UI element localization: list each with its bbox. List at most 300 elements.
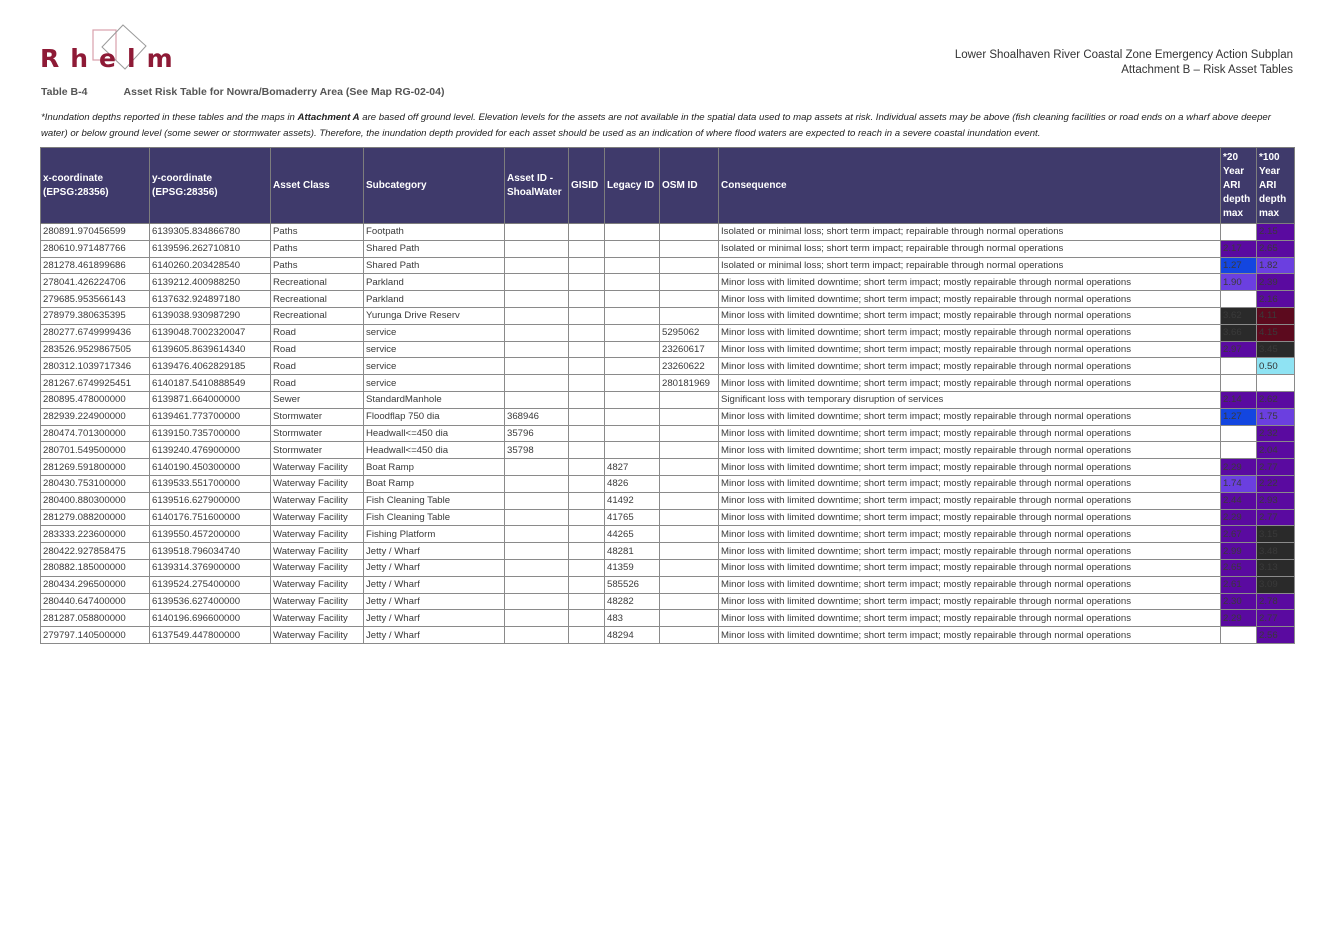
y-coordinate-cell: 6139212.400988250 [150, 274, 271, 291]
table-row [41, 627, 1295, 644]
note-attachment-link: Attachment A [297, 112, 360, 123]
legacy-id-cell [605, 324, 660, 341]
depth-100yr-cell: 2.77 [1257, 459, 1295, 476]
subcategory-cell: Headwall<=450 dia [364, 425, 505, 442]
asset-class-cell: Road [271, 375, 364, 392]
subcategory-cell: Jetty / Wharf [364, 593, 505, 610]
subcategory-cell: Footpath [364, 224, 505, 241]
osm-id-cell: 5295062 [660, 324, 719, 341]
asset-id-cell [505, 627, 569, 644]
asset-class-cell: Waterway Facility [271, 576, 364, 593]
asset-id-cell [505, 526, 569, 543]
consequence-cell: Minor loss with limited downtime; short term impact; mostly repairable through normal operations [719, 442, 1221, 459]
consequence-cell: Minor loss with limited downtime; short term impact; mostly repairable through normal operations [719, 509, 1221, 526]
x-coordinate-cell: 280277.6749999436 [41, 324, 150, 341]
table-row [41, 475, 1295, 492]
asset-class-cell: Waterway Facility [271, 459, 364, 476]
gisid-cell [569, 257, 605, 274]
table-row [41, 224, 1295, 241]
table-row [41, 257, 1295, 274]
asset-class-cell: Recreational [271, 291, 364, 308]
consequence-cell: Minor loss with limited downtime; short term impact; mostly repairable through normal operations [719, 425, 1221, 442]
col-header-20yr-depth: *20 Year ARI depth max [1221, 148, 1257, 224]
depth-20yr-cell: 2.61 [1221, 576, 1257, 593]
legacy-id-cell [605, 375, 660, 392]
gisid-cell [569, 240, 605, 257]
depth-100yr-cell: 2.78 [1257, 593, 1295, 610]
y-coordinate-cell: 6139305.834866780 [150, 224, 271, 241]
gisid-cell [569, 559, 605, 576]
asset-class-cell: Paths [271, 257, 364, 274]
table-row [41, 459, 1295, 476]
depth-100yr-cell [1257, 375, 1295, 392]
note-prefix: *Inundation depths reported in these tables and the maps in [41, 112, 298, 123]
legacy-id-cell: 44265 [605, 526, 660, 543]
legacy-id-cell: 48294 [605, 627, 660, 644]
gisid-cell [569, 224, 605, 241]
depth-20yr-cell: 2.67 [1221, 526, 1257, 543]
depth-100yr-cell: 1.82 [1257, 257, 1295, 274]
x-coordinate-cell: 278041.426224706 [41, 274, 150, 291]
depth-20yr-cell [1221, 375, 1257, 392]
legacy-id-cell: 4827 [605, 459, 660, 476]
depth-20yr-cell: 3.62 [1221, 307, 1257, 324]
y-coordinate-cell: 6137632.924897180 [150, 291, 271, 308]
asset-class-cell: Waterway Facility [271, 559, 364, 576]
x-coordinate-cell: 280400.880300000 [41, 492, 150, 509]
asset-class-cell: Sewer [271, 391, 364, 408]
document-title: Lower Shoalhaven River Coastal Zone Emergency Action Subplan [954, 49, 1293, 61]
asset-id-cell [505, 291, 569, 308]
gisid-cell [569, 307, 605, 324]
legacy-id-cell [605, 442, 660, 459]
subcategory-cell: Boat Ramp [364, 475, 505, 492]
consequence-cell: Minor loss with limited downtime; short term impact; mostly repairable through normal operations [719, 627, 1221, 644]
consequence-cell: Isolated or minimal loss; short term impact; repairable through normal operations [719, 224, 1221, 241]
col-header-y: y-coordinate (EPSG:28356) [150, 148, 271, 224]
table-row [41, 307, 1295, 324]
asset-id-cell [505, 240, 569, 257]
asset-class-cell: Waterway Facility [271, 475, 364, 492]
subcategory-cell: Yurunga Drive Reserv [364, 307, 505, 324]
gisid-cell [569, 358, 605, 375]
gisid-cell [569, 425, 605, 442]
asset-id-cell [505, 492, 569, 509]
legacy-id-cell [605, 274, 660, 291]
x-coordinate-cell: 280440.647400000 [41, 593, 150, 610]
col-header-osm-id: OSM ID [660, 148, 719, 224]
x-coordinate-cell: 281287.058800000 [41, 610, 150, 627]
legacy-id-cell [605, 341, 660, 358]
col-header-subcategory: Subcategory [364, 148, 505, 224]
asset-class-cell: Paths [271, 224, 364, 241]
subcategory-cell: service [364, 358, 505, 375]
asset-id-cell [505, 576, 569, 593]
depth-100yr-cell: 2.56 [1257, 627, 1295, 644]
depth-20yr-cell [1221, 358, 1257, 375]
gisid-cell [569, 459, 605, 476]
osm-id-cell [660, 274, 719, 291]
osm-id-cell [660, 593, 719, 610]
osm-id-cell: 23260617 [660, 341, 719, 358]
depth-20yr-cell: 2.29 [1221, 610, 1257, 627]
table-row [41, 324, 1295, 341]
note-suffix: are based off ground level. Elevation levels for the assets are not available in the spatial data used to map assets at risk. Individual assets may be above (fish cleaning facilities or road ends on a wharf above deeper water) or below ground level (some sewer or stormwater assets). Therefore, the inundation depth provided for each asset should be used as an indication of where flood waters are expected to reach in a severe coastal inundation event. [41, 112, 1271, 139]
asset-id-cell [505, 593, 569, 610]
consequence-cell: Minor loss with limited downtime; short term impact; mostly repairable through normal operations [719, 593, 1221, 610]
consequence-cell: Isolated or minimal loss; short term impact; repairable through normal operations [719, 240, 1221, 257]
consequence-cell: Minor loss with limited downtime; short term impact; mostly repairable through normal operations [719, 375, 1221, 392]
asset-class-cell: Road [271, 324, 364, 341]
consequence-cell: Minor loss with limited downtime; short term impact; mostly repairable through normal operations [719, 341, 1221, 358]
asset-id-cell [505, 307, 569, 324]
depth-100yr-cell: 3.09 [1257, 576, 1295, 593]
asset-id-cell [505, 341, 569, 358]
legacy-id-cell [605, 307, 660, 324]
table-row [41, 593, 1295, 610]
osm-id-cell [660, 509, 719, 526]
depth-20yr-cell [1221, 224, 1257, 241]
osm-id-cell [660, 459, 719, 476]
consequence-cell: Minor loss with limited downtime; short term impact; mostly repairable through normal operations [719, 610, 1221, 627]
x-coordinate-cell: 280891.970456599 [41, 224, 150, 241]
consequence-cell: Minor loss with limited downtime; short term impact; mostly repairable through normal operations [719, 291, 1221, 308]
legacy-id-cell [605, 425, 660, 442]
legacy-id-cell [605, 408, 660, 425]
depth-100yr-cell: 4.11 [1257, 307, 1295, 324]
depth-100yr-cell: 2.77 [1257, 509, 1295, 526]
osm-id-cell: 23260622 [660, 358, 719, 375]
consequence-cell: Minor loss with limited downtime; short term impact; mostly repairable through normal operations [719, 559, 1221, 576]
depth-100yr-cell: 2.62 [1257, 391, 1295, 408]
depth-100yr-cell: 3.48 [1257, 543, 1295, 560]
consequence-cell: Minor loss with limited downtime; short term impact; mostly repairable through normal operations [719, 492, 1221, 509]
col-header-asset-id: Asset ID - ShoalWater [505, 148, 569, 224]
col-header-consequence: Consequence [719, 148, 1221, 224]
depth-20yr-cell [1221, 425, 1257, 442]
gisid-cell [569, 274, 605, 291]
depth-100yr-cell: 3.15 [1257, 526, 1295, 543]
asset-id-cell [505, 324, 569, 341]
table-number: Table B-4 [41, 86, 88, 98]
osm-id-cell [660, 610, 719, 627]
asset-class-cell: Waterway Facility [271, 627, 364, 644]
y-coordinate-cell: 6139550.457200000 [150, 526, 271, 543]
legacy-id-cell: 41359 [605, 559, 660, 576]
gisid-cell [569, 341, 605, 358]
osm-id-cell [660, 240, 719, 257]
subcategory-cell: service [364, 341, 505, 358]
y-coordinate-cell: 6137549.447800000 [150, 627, 271, 644]
asset-class-cell: Waterway Facility [271, 610, 364, 627]
table-row [41, 408, 1295, 425]
table-header-row [41, 148, 1295, 224]
y-coordinate-cell: 6139536.627400000 [150, 593, 271, 610]
table-row [41, 375, 1295, 392]
consequence-cell: Minor loss with limited downtime; short term impact; mostly repairable through normal operations [719, 526, 1221, 543]
osm-id-cell [660, 307, 719, 324]
depth-20yr-cell: 3.66 [1221, 324, 1257, 341]
legacy-id-cell [605, 391, 660, 408]
osm-id-cell [660, 576, 719, 593]
osm-id-cell [660, 291, 719, 308]
asset-id-cell [505, 274, 569, 291]
x-coordinate-cell: 280610.971487766 [41, 240, 150, 257]
subcategory-cell: Jetty / Wharf [364, 627, 505, 644]
subcategory-cell: Boat Ramp [364, 459, 505, 476]
x-coordinate-cell: 280474.701300000 [41, 425, 150, 442]
document-header [955, 48, 1293, 78]
gisid-cell [569, 543, 605, 560]
consequence-cell: Minor loss with limited downtime; short term impact; mostly repairable through normal operations [719, 475, 1221, 492]
table-row [41, 391, 1295, 408]
gisid-cell [569, 593, 605, 610]
depth-100yr-cell: 4.15 [1257, 324, 1295, 341]
y-coordinate-cell: 6139516.627900000 [150, 492, 271, 509]
subcategory-cell: Fishing Platform [364, 526, 505, 543]
table-row [41, 610, 1295, 627]
asset-class-cell: Waterway Facility [271, 593, 364, 610]
depth-100yr-cell: 2.04 [1257, 442, 1295, 459]
asset-id-cell: 35798 [505, 442, 569, 459]
legacy-id-cell [605, 257, 660, 274]
y-coordinate-cell: 6140187.5410888549 [150, 375, 271, 392]
depth-100yr-cell: 2.22 [1257, 475, 1295, 492]
table-row [41, 526, 1295, 543]
depth-20yr-cell: 2.17 [1221, 240, 1257, 257]
asset-class-cell: Road [271, 341, 364, 358]
table-row [41, 341, 1295, 358]
x-coordinate-cell: 281269.591800000 [41, 459, 150, 476]
x-coordinate-cell: 278979.380635395 [41, 307, 150, 324]
asset-class-cell: Stormwater [271, 442, 364, 459]
osm-id-cell [660, 526, 719, 543]
x-coordinate-cell: 280882.185000000 [41, 559, 150, 576]
y-coordinate-cell: 6139150.735700000 [150, 425, 271, 442]
asset-id-cell [505, 475, 569, 492]
x-coordinate-cell: 282939.224900000 [41, 408, 150, 425]
gisid-cell [569, 509, 605, 526]
asset-class-cell: Recreational [271, 274, 364, 291]
x-coordinate-cell: 281267.6749925451 [41, 375, 150, 392]
asset-id-cell [505, 459, 569, 476]
gisid-cell [569, 291, 605, 308]
logo-text: Rhelm [40, 44, 184, 73]
asset-id-cell [505, 257, 569, 274]
y-coordinate-cell: 6139314.376900000 [150, 559, 271, 576]
asset-id-cell [505, 391, 569, 408]
table-caption [41, 86, 444, 98]
consequence-cell: Minor loss with limited downtime; short term impact; mostly repairable through normal operations [719, 358, 1221, 375]
gisid-cell [569, 627, 605, 644]
x-coordinate-cell: 280701.549500000 [41, 442, 150, 459]
x-coordinate-cell: 279685.953566143 [41, 291, 150, 308]
depth-100yr-cell: 2.93 [1257, 492, 1295, 509]
table-row [41, 358, 1295, 375]
osm-id-cell [660, 257, 719, 274]
osm-id-cell [660, 559, 719, 576]
table-row [41, 543, 1295, 560]
y-coordinate-cell: 6139048.7002320047 [150, 324, 271, 341]
asset-class-cell: Waterway Facility [271, 492, 364, 509]
asset-class-cell: Recreational [271, 307, 364, 324]
consequence-cell: Significant loss with temporary disruption of services [719, 391, 1221, 408]
consequence-cell: Minor loss with limited downtime; short term impact; mostly repairable through normal operations [719, 307, 1221, 324]
subcategory-cell: Jetty / Wharf [364, 610, 505, 627]
depth-20yr-cell: 2.65 [1221, 559, 1257, 576]
y-coordinate-cell: 6139240.476900000 [150, 442, 271, 459]
legacy-id-cell [605, 224, 660, 241]
asset-id-cell [505, 375, 569, 392]
asset-class-cell: Waterway Facility [271, 526, 364, 543]
asset-id-cell [505, 509, 569, 526]
depth-100yr-cell: 3.13 [1257, 559, 1295, 576]
rhelm-logo [40, 24, 184, 74]
subcategory-cell: Fish Cleaning Table [364, 492, 505, 509]
osm-id-cell [660, 543, 719, 560]
y-coordinate-cell: 6140190.450300000 [150, 459, 271, 476]
asset-class-cell: Stormwater [271, 408, 364, 425]
col-header-100yr-depth: *100 Year ARI depth max [1257, 148, 1295, 224]
y-coordinate-cell: 6139605.8639614340 [150, 341, 271, 358]
depth-100yr-cell: 2.16 [1257, 291, 1295, 308]
depth-100yr-cell: 2.15 [1257, 224, 1295, 241]
asset-risk-table [40, 147, 1295, 644]
depth-20yr-cell: 1.74 [1221, 475, 1257, 492]
x-coordinate-cell: 283333.223600000 [41, 526, 150, 543]
depth-20yr-cell: 2.97 [1221, 341, 1257, 358]
depth-20yr-cell: 1.90 [1221, 274, 1257, 291]
asset-class-cell: Road [271, 358, 364, 375]
x-coordinate-cell: 280434.296500000 [41, 576, 150, 593]
inundation-note [41, 110, 1294, 142]
gisid-cell [569, 391, 605, 408]
depth-100yr-cell: 2.32 [1257, 425, 1295, 442]
depth-20yr-cell: 2.30 [1221, 593, 1257, 610]
gisid-cell [569, 475, 605, 492]
x-coordinate-cell: 283526.9529867505 [41, 341, 150, 358]
osm-id-cell [660, 627, 719, 644]
osm-id-cell [660, 224, 719, 241]
col-header-x: x-coordinate (EPSG:28356) [41, 148, 150, 224]
table-row [41, 442, 1295, 459]
asset-class-cell: Waterway Facility [271, 509, 364, 526]
y-coordinate-cell: 6139533.551700000 [150, 475, 271, 492]
asset-id-cell [505, 543, 569, 560]
subcategory-cell: Shared Path [364, 240, 505, 257]
depth-20yr-cell: 2.14 [1221, 391, 1257, 408]
legacy-id-cell: 585526 [605, 576, 660, 593]
depth-100yr-cell: 2.65 [1257, 240, 1295, 257]
asset-id-cell [505, 610, 569, 627]
col-header-gisid: GISID [569, 148, 605, 224]
gisid-cell [569, 610, 605, 627]
table-row [41, 559, 1295, 576]
depth-20yr-cell [1221, 442, 1257, 459]
asset-id-cell [505, 358, 569, 375]
y-coordinate-cell: 6139871.664000000 [150, 391, 271, 408]
legacy-id-cell [605, 240, 660, 257]
y-coordinate-cell: 6140260.203428540 [150, 257, 271, 274]
legacy-id-cell: 4826 [605, 475, 660, 492]
x-coordinate-cell: 280895.478000000 [41, 391, 150, 408]
col-header-asset-class: Asset Class [271, 148, 364, 224]
osm-id-cell: 280181969 [660, 375, 719, 392]
subcategory-cell: Headwall<=450 dia [364, 442, 505, 459]
consequence-cell: Isolated or minimal loss; short term impact; repairable through normal operations [719, 257, 1221, 274]
legacy-id-cell: 41765 [605, 509, 660, 526]
legacy-id-cell [605, 291, 660, 308]
asset-class-cell: Stormwater [271, 425, 364, 442]
osm-id-cell [660, 391, 719, 408]
table-title: Asset Risk Table for Nowra/Bomaderry Area (See Map RG-02-04) [123, 86, 445, 98]
x-coordinate-cell: 280422.927858475 [41, 543, 150, 560]
legacy-id-cell: 41492 [605, 492, 660, 509]
depth-20yr-cell [1221, 627, 1257, 644]
table-row [41, 425, 1295, 442]
x-coordinate-cell: 281278.461899686 [41, 257, 150, 274]
depth-100yr-cell: 1.75 [1257, 408, 1295, 425]
table-row [41, 509, 1295, 526]
depth-20yr-cell: 2.44 [1221, 492, 1257, 509]
gisid-cell [569, 442, 605, 459]
legacy-id-cell [605, 358, 660, 375]
gisid-cell [569, 492, 605, 509]
y-coordinate-cell: 6139596.262710810 [150, 240, 271, 257]
document-subtitle: Attachment B – Risk Asset Tables [1121, 64, 1293, 76]
asset-id-cell: 35796 [505, 425, 569, 442]
consequence-cell: Minor loss with limited downtime; short term impact; mostly repairable through normal operations [719, 576, 1221, 593]
osm-id-cell [660, 442, 719, 459]
subcategory-cell: Parkland [364, 274, 505, 291]
consequence-cell: Minor loss with limited downtime; short term impact; mostly repairable through normal operations [719, 543, 1221, 560]
depth-100yr-cell: 2.77 [1257, 610, 1295, 627]
depth-20yr-cell: 2.99 [1221, 543, 1257, 560]
y-coordinate-cell: 6139461.773700000 [150, 408, 271, 425]
depth-20yr-cell: 1.27 [1221, 408, 1257, 425]
table-row [41, 492, 1295, 509]
asset-id-cell: 368946 [505, 408, 569, 425]
consequence-cell: Minor loss with limited downtime; short term impact; mostly repairable through normal operations [719, 408, 1221, 425]
table-row [41, 291, 1295, 308]
x-coordinate-cell: 281279.088200000 [41, 509, 150, 526]
table-row [41, 240, 1295, 257]
y-coordinate-cell: 6139524.275400000 [150, 576, 271, 593]
subcategory-cell: Parkland [364, 291, 505, 308]
subcategory-cell: StandardManhole [364, 391, 505, 408]
legacy-id-cell: 48282 [605, 593, 660, 610]
x-coordinate-cell: 280312.1039717346 [41, 358, 150, 375]
subcategory-cell: Fish Cleaning Table [364, 509, 505, 526]
asset-class-cell: Paths [271, 240, 364, 257]
y-coordinate-cell: 6139476.4062829185 [150, 358, 271, 375]
osm-id-cell [660, 425, 719, 442]
subcategory-cell: Jetty / Wharf [364, 543, 505, 560]
gisid-cell [569, 375, 605, 392]
osm-id-cell [660, 475, 719, 492]
y-coordinate-cell: 6139038.930987290 [150, 307, 271, 324]
consequence-cell: Minor loss with limited downtime; short term impact; mostly repairable through normal operations [719, 324, 1221, 341]
depth-100yr-cell: 2.39 [1257, 274, 1295, 291]
legacy-id-cell: 483 [605, 610, 660, 627]
subcategory-cell: Jetty / Wharf [364, 576, 505, 593]
y-coordinate-cell: 6140196.696600000 [150, 610, 271, 627]
osm-id-cell [660, 408, 719, 425]
depth-20yr-cell: 2.29 [1221, 509, 1257, 526]
osm-id-cell [660, 492, 719, 509]
gisid-cell [569, 408, 605, 425]
depth-20yr-cell: 1.27 [1221, 257, 1257, 274]
